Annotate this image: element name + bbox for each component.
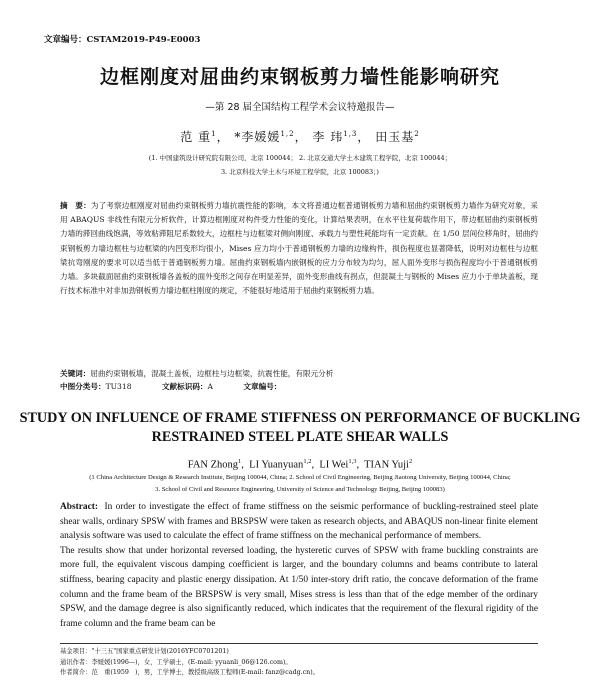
- abstract-en-label: Abstract:: [60, 502, 99, 512]
- author-en-2: LI Yuanyuan: [249, 459, 304, 471]
- author-cn-3: 李 玮: [312, 130, 344, 144]
- authors-chinese: 范 重$^1$， *李媛媛$^{1,2}$， 李 玮$^{1,3}$， 田玉基$^2$: [180, 130, 420, 144]
- footnotes: [60, 647, 538, 679]
- affiliation-en-line-2: 3. School of Civil and Resource Engineering, University of Science and Technology Beijing, Beijing 100083): [155, 486, 445, 493]
- author-en-1-aff: 1: [238, 458, 242, 465]
- keywords-cn-text: 屈曲约束钢板墙，混凝土盖板，边框柱与边框梁，抗震性能，有限元分析: [90, 369, 334, 378]
- subtitle-chinese: —第 28 届全国结构工程学术会议特邀报告—: [205, 102, 395, 113]
- article-no-label-cn: 文章编号：: [243, 382, 282, 391]
- author-en-2-aff: 1,2: [303, 458, 312, 465]
- author-en-3-aff: 1,3: [348, 458, 357, 465]
- article-number: [44, 33, 200, 45]
- title-chinese: 边框刚度对屈曲约束钢板剪力墙性能影响研究: [99, 66, 500, 88]
- author-en-4: TIAN Yuji: [364, 459, 409, 471]
- keywords-chinese: [60, 368, 538, 380]
- author-en-3: LI Wei: [319, 459, 349, 471]
- affiliation-en-line-1: (1 China Architecture Design & Research Institute, Beijing 100044, China; 2. School of Civil Engineering, Beijing Jiaotong University, Beijing 100044, China;: [89, 474, 511, 481]
- author-cn-1: 范 重: [180, 130, 212, 144]
- author-cn-3-aff: 1,3: [343, 130, 358, 138]
- footnote-first-author: 作者简介：范 重(1959 )，男，工学博士，教授级高级工程师(E-mail: fanz@cadg.cn)。: [60, 669, 319, 676]
- author-cn-2: *李媛媛: [234, 130, 281, 144]
- abstract-en-para1: In order to investigate the effect of frame stiffness on the seismic performance of buckling-restrained steel plate shear walls, ordinary SPSW with frames and BRSPSW were taken as research objects, and ABAQUS non-linear finite element analysis software was used to calculate the effect of frame stiffness on the mechanical performance of members.: [60, 502, 538, 542]
- article-number-label: 文章编号：: [44, 35, 87, 45]
- abstract-chinese: [60, 199, 538, 298]
- abstract-english: [60, 500, 538, 631]
- author-en-4-aff: 2: [408, 458, 413, 465]
- doc-code-label: 文献标识码：: [161, 382, 208, 391]
- author-en-1: FAN Zhong: [187, 459, 239, 471]
- keywords-cn-label: 关键词：: [60, 369, 91, 378]
- author-cn-4-aff: 2: [414, 130, 420, 138]
- abstract-cn-text: 为了考察边框刚度对屈曲约束钢板剪力墙抗震性能的影响，本文将普通边框普通钢板剪力墙和屈曲约束钢板剪力墙作为研究对象，采用 ABAQUS 非线性有限元分析软件，计算边框刚度对构件受力性能的变化，计算结果表明，在水平往复荷载作用下，带边框屈曲约束钢板剪力墙的滞回曲线饱满，等效粘滞阻尼系数较大，边框柱与边框梁对侧向刚度、承载力与塑性耗能均有一定贡献。在 1/50 层间位移角时，屈曲约束钢板剪力墙边框柱与边框梁的内凹变形均很小，Mises 应力均小于普通钢板剪力墙的边缘构件，损伤程度也显著降低，说明对边框柱与边框梁抗弯刚度的要求可以适当低于普通钢板剪力墙。屈曲约束钢板墙内嵌钢板的应力分布较为均匀，屈人面外变形与损伤程度均小于普通钢板剪力墙。多块截面屈曲约束钢板墙各盖板的面外变形之间存在明显差异，面外变形曲线有拐点，但混凝土与钢板的 Mises 应力小于单块盖板，现行技术标准中对非加劲钢板剪力墙边框柱刚度的规定，不能很好地适用于屈曲约束钢板剪力墙。: [60, 201, 539, 296]
- abstract-en-paragraph-2: The results show that under horizontal reversed loading, the hysteretic curves of SPSW with frame buckling constraints are more full, the equivalent viscous damping coefficient is larger, and the boundary columns and beams contribute to lateral stiffness, bearing capacity and plastic energy dissipation. At 1/50 inter-story drift ratio, the concave deformation of the frame column and the frame beam of the BRSPSW is very small, Mises stress is less than that of the edge member of the ordinary SPSW, and the damage degree is also significantly reduced, which indicates that the requirement of the flexural rigidity of the frame column and the frame beam can be: [60, 545, 538, 629]
- author-cn-2-aff: 1,2: [280, 130, 295, 138]
- title-english: STUDY ON INFLUENCE OF FRAME STIFFNESS ON PERFORMANCE OF BUCKLING RESTRAINED STEEL PLATE SHEAR WALLS: [19, 410, 581, 445]
- abstract-en-paragraph-1: [60, 500, 538, 544]
- article-number-value: CSTAM2019-P49-E0003: [86, 35, 201, 45]
- author-cn-4: 田玉基: [375, 130, 415, 144]
- clc-value: TU318: [105, 382, 132, 391]
- affiliation-cn-line-2: 3. 北京科技大学土木与环境工程学院，北京 100083；): [221, 168, 379, 176]
- footnote-divider: [60, 643, 538, 644]
- clc-label: 中图分类号：: [60, 382, 106, 391]
- classification-line: [60, 381, 281, 392]
- footnote-fund: 基金项目："十三五"国家重点研发计划(2016YFC0701201): [60, 648, 229, 655]
- authors-english: FAN Zhong$^1$, LI Yuanyuan$^{1,2}$, LI Wei$^{1,3}$, TIAN Yuji$^2$: [187, 458, 413, 471]
- doc-code-value: A: [207, 382, 213, 391]
- affiliation-cn-line-1: (1. 中国建筑设计研究院有限公司，北京 100044； 2. 北京交通大学土木建筑工程学院，北京 100044；: [148, 154, 452, 162]
- author-cn-1-aff: 1: [211, 130, 217, 138]
- abstract-cn-label: 摘 要：: [60, 201, 91, 210]
- footnote-corresponding: 通讯作者：李媛媛(1996—)，女，工学硕士，(E-mail: yyuanli_06@126.com)。: [60, 658, 292, 666]
